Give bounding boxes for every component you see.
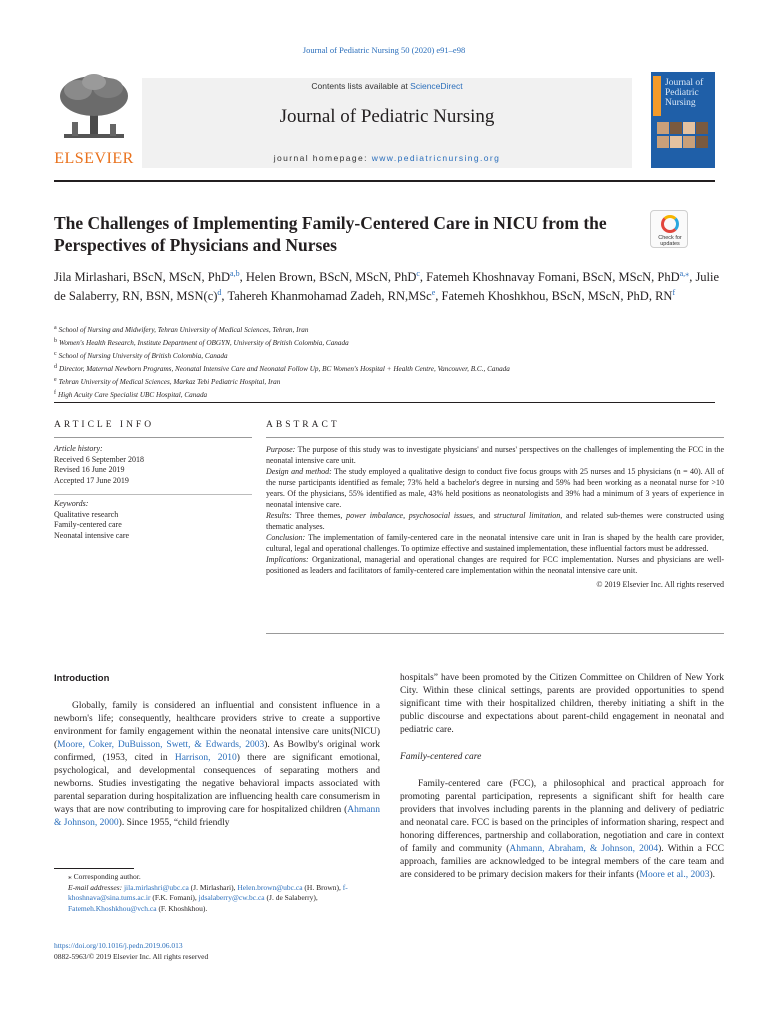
email-owner: (H. Brown), <box>302 882 343 892</box>
reference-link[interactable]: Moore et al., 2003 <box>639 870 710 880</box>
cover-title: Journal of Pediatric Nursing <box>665 78 704 108</box>
abstract-conclusion: Conclusion: The implementation of family-centered care in the neonatal intensive care unit in Iran is shaped by the health care provider, cultural, legal and operational challenges. To optimize effective and sustained implementation, these influential factors must be addressed. <box>266 533 724 553</box>
history-received: Received 6 September 2018 <box>54 454 144 464</box>
elsevier-tree-logo-icon <box>54 72 134 168</box>
author-separator: , <box>239 270 246 284</box>
issn-copyright: 0882-5963/© 2019 Elsevier Inc. All rights reserved <box>54 952 209 961</box>
journal-citation[interactable] <box>0 45 768 55</box>
email-owner: (J. de Salaberry), <box>264 893 318 902</box>
affiliation-item: $^f$ High Acuity Care Specialist UBC Hospital, Canada <box>54 390 208 399</box>
article-info-panel <box>54 444 252 541</box>
doi-link[interactable]: https://doi.org/10.1016/j.pedn.2019.06.013 <box>54 941 183 950</box>
abstract-implications: Implications: Organizational, managerial and operational changes are required for FCC implementation. Nurses and physicians are well-positioned as leaders and facilitators of family-centered care implementation within the neonatal intensive care unit. <box>266 555 724 575</box>
reference-link[interactable]: Ahmann & Johnson, 2000 <box>54 805 380 828</box>
introduction-heading: Introduction <box>54 673 110 684</box>
reference-link[interactable]: Moore, Coker, DuBuisson, Swett, & Edwards, 2003 <box>57 740 265 750</box>
keyword-item: Family-centered care <box>54 520 122 529</box>
author-name: Helen Brown, BScN, MScN, PhD <box>245 270 417 284</box>
history-accepted: Accepted 17 June 2019 <box>54 475 129 485</box>
author-affiliation-marker[interactable]: a,b <box>230 269 240 278</box>
abstract-results: Results: Three themes, power imbalance, psychosocial issues, and structural limitation, and related sub-themes were constructed using thematic analyses. <box>266 511 724 531</box>
author-affiliation-marker[interactable]: f <box>672 288 676 297</box>
author-separator: , <box>419 270 427 284</box>
author-separator: , <box>435 289 442 303</box>
check-for-updates-label: Check for updates <box>658 235 682 247</box>
body-column-right <box>400 672 724 882</box>
check-for-updates-badge[interactable] <box>650 210 688 248</box>
author-name: Fatemeh Khoshkhou, BScN, MScN, PhD, RN <box>441 289 673 303</box>
affiliation-item: $^b$ Women's Health Research, Institute Department of OBGYN, University of British Colombia, Canada <box>54 338 349 347</box>
footnotes <box>54 872 380 914</box>
header-divider <box>54 402 715 403</box>
abstract-bottom-rule <box>266 633 724 634</box>
keyword-item: Qualitative research <box>54 509 119 519</box>
homepage-link[interactable]: www.pediatricnursing.org <box>371 153 501 163</box>
citation-link[interactable]: Journal of Pediatric Nursing 50 (2020) e91–e98 <box>302 45 466 55</box>
body-paragraph: hospitals” have been promoted by the Citizen Committee on Children of New York City. Within these clinical settings, parents are provided opportunities to spend significant time with their hospitalized children, thereby initiating a shift in the public discourse and expectations about parent-child engagement in neonatal and pediatric care. <box>400 673 724 735</box>
author-list <box>54 266 724 304</box>
article-info-heading: ARTICLE INFO <box>54 420 155 430</box>
reference-link[interactable]: Ahmann, Abraham, & Johnson, 2004 <box>509 844 659 854</box>
affiliation-list <box>54 323 724 401</box>
reference-link[interactable]: Harrison, 2010 <box>174 753 237 763</box>
email-link[interactable]: Helen.brown@ubc.ca <box>237 882 303 892</box>
introduction-paragraph: Globally, family is considered an influential and consistent influence in a newborn's life; consequently, healthcare providers strive to create a supportive environment for family engagement within the neonatal intensive care units(NICU) (Moore, Coker, DuBuisson, Swett, & Edwards, 2003). As Bowlby's original work confirmed, (1953, cited in Harrison, 2010) there are significant emotional, psychological, and developmental consequences of separating mothers and newborns. Studies investigating the negative behavioral impacts associated with parental separation during hospitalization are influencing health care consumerism in ways that are now contributing to improving care for hospitalized children (Ahmann & Johnson, 2000). Since 1955, “child friendly <box>54 701 381 828</box>
journal-masthead <box>54 72 715 168</box>
keywords-rule <box>54 494 252 495</box>
cover-accent-bar <box>653 76 661 116</box>
homepage-prefix: journal homepage: <box>273 153 372 163</box>
email-addresses: E-mail addresses: jila.mirlashri@ubc.ca (J. Mirlashari), Helen.brown@ubc.ca (H. Brown), f-khoshnava@sina.tums.ac.ir (F.K. Fomani), jdsalaberry@cw.bc.ca (J. de Salaberry), Fatemeh.Khoshkhou@vch.ca (F. Khoshkhou). <box>68 882 348 913</box>
journal-cover-image <box>651 72 715 168</box>
email-link[interactable]: jdsalaberry@cw.bc.ca <box>198 893 265 902</box>
journal-title: Journal of Pediatric Nursing <box>279 106 495 127</box>
abstract-body <box>266 444 724 590</box>
cover-photo-grid <box>657 122 709 148</box>
check-for-updates-icon <box>661 215 679 233</box>
masthead-center <box>142 78 632 168</box>
abstract-purpose: Purpose: The purpose of this study was to investigate physicians' and nurses' perspectives on the challenges of implementing the FCC in the neonatal intensive care unit. <box>266 445 724 465</box>
author-affiliation-marker[interactable]: a,⁎ <box>679 269 690 278</box>
article-info-rule <box>54 437 252 438</box>
author-affiliation-marker[interactable]: e <box>431 288 436 297</box>
affiliation-item: $^c$ School of Nursing University of British Colombia, Canada <box>54 351 228 360</box>
footnote-rule <box>54 868 134 869</box>
corresponding-author-note: ⁎ Corresponding author. <box>68 872 141 881</box>
abstract-copyright: © 2019 Elsevier Inc. All rights reserved <box>596 580 724 589</box>
paper-title: The Challenges of Implementing Family-Centered Care in NICU from the Perspectives of Physicians and Nurses <box>54 213 607 255</box>
history-revised: Revised 16 June 2019 <box>54 465 125 474</box>
author-name: Julie de Salaberry, RN, BSN, MSN(c) <box>54 270 720 303</box>
body-column-left <box>54 672 380 830</box>
homepage-line <box>142 153 632 163</box>
abstract-heading: ABSTRACT <box>266 420 340 430</box>
keyword-item: Neonatal intensive care <box>54 530 130 540</box>
email-owner: (F.K. Fomani), <box>150 893 199 902</box>
sciencedirect-link[interactable]: ScienceDirect <box>410 81 463 91</box>
email-owner: (F. Khoshkhou). <box>156 903 208 913</box>
publisher-name: ELSEVIER <box>54 150 134 167</box>
author-name: Fatemeh Khoshnavay Fomani, BScN, MScN, PhD <box>426 270 680 284</box>
abstract-design: Design and method: The study employed a qualitative design to conduct five focus groups with 25 nurses and 15 physicians (n = 40). All of the nurse participants identified as female; 73% held a bachelor's degree in nursing and 59% had been working as a neonatal nurse for >10 years. Of the physicians, 55% identified as male, 43% held positions as neonatologists and 39% had a minimum of 3 years of experience in neonatal intensive care. <box>266 467 724 509</box>
history-label: Article history: <box>54 444 103 453</box>
author-separator: , <box>221 289 228 303</box>
affiliation-item: $^e$ Tehran University of Medical Sciences, Markaz Tebi Pediatric Hospital, Iran <box>54 377 281 386</box>
abstract-rule <box>266 437 724 438</box>
email-link[interactable]: jila.mirlashri@ubc.ca <box>123 882 189 892</box>
author-name: Tahereh Khanmohamad Zadeh, RN,MSc <box>227 289 432 303</box>
author-affiliation-marker[interactable]: c <box>416 269 420 278</box>
masthead-divider <box>54 180 715 182</box>
fcc-subheading: Family-centered care <box>400 752 482 762</box>
author-separator: , <box>689 270 696 284</box>
author-affiliation-marker[interactable]: d <box>217 288 222 297</box>
email-link[interactable]: f-khoshnava@sina.tums.ac.ir <box>68 882 348 902</box>
keywords-label: Keywords: <box>54 499 89 508</box>
email-owner: (J. Mirlashari), <box>188 882 238 892</box>
doi-block <box>54 940 380 962</box>
email-link[interactable]: Fatemeh.Khoshkhou@vch.ca <box>68 903 157 913</box>
contents-line <box>142 81 632 91</box>
fcc-paragraph: Family-centered care (FCC), a philosophical and practical approach for promoting parental participation, represents a significant shift for health care providers that involves including parents in the planning and delivery of pediatric and neonatal care. FCC is based on the principles of information sharing, respect and honoring differences, partnership and collaboration, negotiation and care in context of family and community (Ahmann, Abraham, & Johnson, 2004). Within a FCC approach, families are acknowledged to be integral members of the care team and are considered to be primary decision makers for their infants (Moore et al., 2003). <box>400 779 724 880</box>
author-name: Jila Mirlashari, BScN, MScN, PhD <box>54 270 231 284</box>
contents-prefix: Contents lists available at <box>311 81 411 91</box>
affiliation-item: $^d$ Director, Maternal Newborn Programs, Neonatal Intensive Care and Neonatal Follow Up, BC Women's Hospital + Health Centre, Vancouver, B.C., Canada <box>54 364 510 373</box>
affiliation-item: $^a$ School of Nursing and Midwifery, Tehran University of Medical Sciences, Tehran, Iran <box>54 325 309 334</box>
